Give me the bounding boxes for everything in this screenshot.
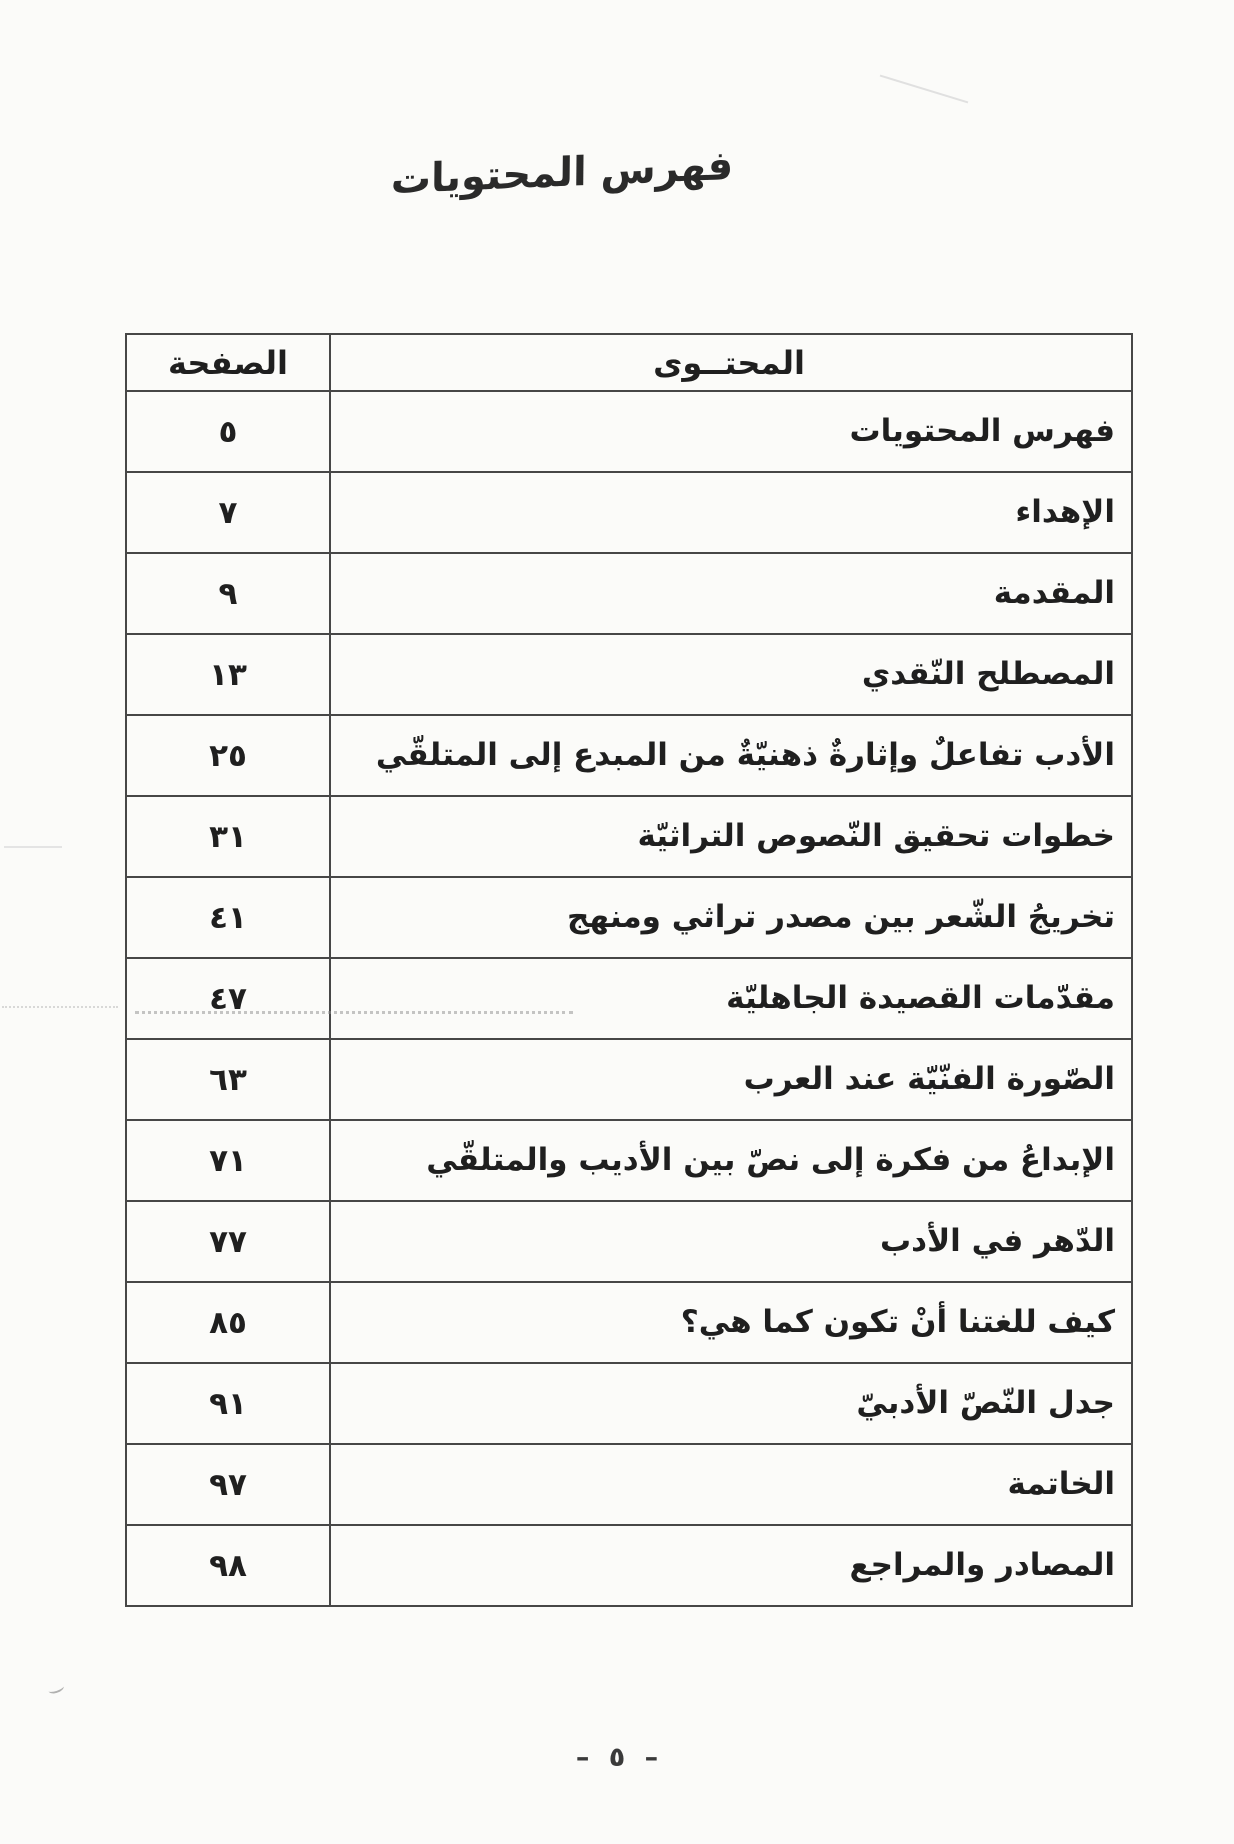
content-title-cell: الأدب تفاعلٌ وإثارةٌ ذهنيّةٌ من المبدع إلى المتلقّي [375, 737, 1115, 774]
table-row [127, 390, 1131, 471]
page-number-cell: ٧١ [127, 1121, 331, 1200]
table-row [127, 1524, 1131, 1605]
page-number-cell: ٧٧ [127, 1202, 331, 1281]
footer-page-number: – ٥ – [575, 1742, 659, 1773]
table-row [127, 1443, 1131, 1524]
page-number-cell: ٢٥ [127, 716, 331, 795]
table-row [127, 1281, 1131, 1362]
content-title-cell: كيف للغتنا أنْ تكون كما هي؟ [680, 1304, 1115, 1341]
table-row [127, 795, 1131, 876]
table-row [127, 714, 1131, 795]
content-title-cell: الخاتمة [1007, 1466, 1115, 1503]
table-row [127, 1038, 1131, 1119]
page-number-cell: ٤١ [127, 878, 331, 957]
table-row [127, 876, 1131, 957]
scan-artifact-diagonal [880, 75, 969, 104]
content-title-cell: المصادر والمراجع [849, 1547, 1115, 1584]
content-title-cell: الإبداعُ من فكرة إلى نصّ بين الأديب والمتلقّي [426, 1142, 1115, 1179]
page-number-cell: ٩٨ [127, 1526, 331, 1605]
content-title-cell: جدل النّصّ الأدبيّ [856, 1385, 1115, 1422]
table-row [127, 957, 1131, 1038]
scan-artifact-margin-dash [4, 846, 62, 848]
header-content-column: المحتــوى [653, 343, 805, 382]
contents-table [125, 333, 1133, 1607]
page-number-cell: ٣١ [127, 797, 331, 876]
table-row [127, 471, 1131, 552]
dotted-leader-line [135, 1011, 573, 1014]
page-number-cell: ٥ [127, 392, 331, 471]
content-title-cell: مقدّمات القصيدة الجاهليّة [726, 980, 1115, 1017]
page-title: فهرس المحتويات [390, 142, 734, 204]
scan-artifact-margin-dots [2, 1006, 118, 1008]
page-number-cell: ٩٧ [127, 1445, 331, 1524]
content-title-cell: الإهداء [1015, 494, 1115, 531]
header-page-column: الصفحة [127, 335, 331, 390]
page-number-cell: ٧ [127, 473, 331, 552]
table-row [127, 552, 1131, 633]
page-number-cell: ٩ [127, 554, 331, 633]
content-title-cell: الصّورة الفنّيّة عند العرب [743, 1061, 1115, 1098]
content-title-cell: الدّهر في الأدب [880, 1223, 1115, 1260]
table-row [127, 1119, 1131, 1200]
page-number-cell: ٦٣ [127, 1040, 331, 1119]
page-number-cell: ٤٧ [127, 959, 331, 1038]
scan-artifact-curl [47, 1682, 65, 1696]
content-title-cell: المقدمة [993, 575, 1115, 612]
table-row [127, 633, 1131, 714]
table-header-row [127, 335, 1131, 390]
content-title-cell: خطوات تحقيق النّصوص التراثيّة [637, 818, 1115, 855]
page-number-cell: ١٣ [127, 635, 331, 714]
content-title-cell: المصطلح النّقدي [861, 656, 1115, 693]
page-number-cell: ٩١ [127, 1364, 331, 1443]
content-title-cell: تخريجُ الشّعر بين مصدر تراثي ومنهج [567, 899, 1115, 936]
table-row [127, 1200, 1131, 1281]
table-row [127, 1362, 1131, 1443]
content-title-cell: فهرس المحتويات [849, 413, 1115, 450]
page-number-cell: ٨٥ [127, 1283, 331, 1362]
